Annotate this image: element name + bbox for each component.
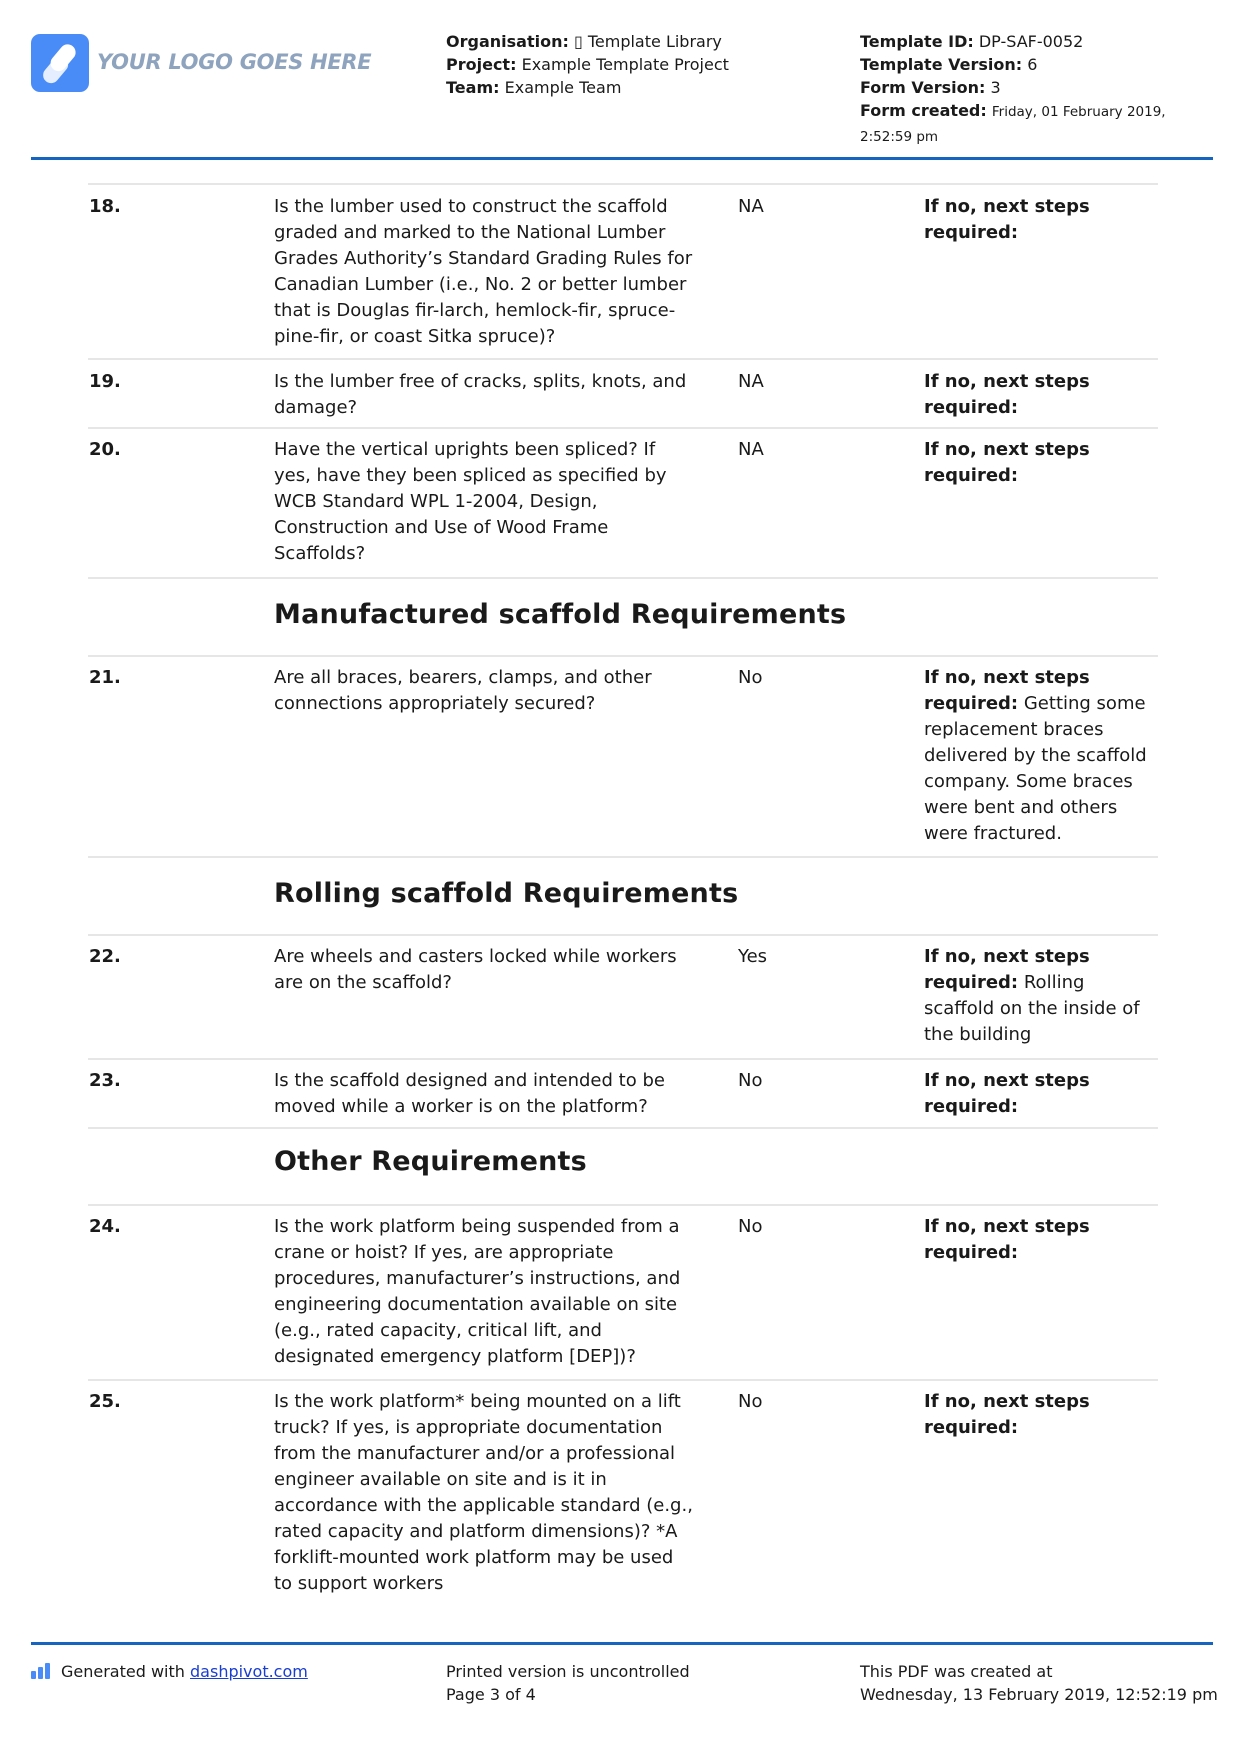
row-question: Are all braces, bearers, clamps, and other connections appropriately secured?	[274, 667, 652, 714]
table-row	[88, 183, 1158, 358]
row-question: Is the lumber free of cracks, splits, knots, and damage?	[274, 371, 687, 418]
uncontrolled-notice: Printed version is uncontrolled	[446, 1662, 690, 1681]
row-question: Is the scaffold designed and intended to be moved while a worker is on the platform?	[274, 1070, 665, 1117]
form-version-label: Form Version:	[860, 78, 986, 97]
project-label: Project:	[446, 55, 517, 74]
row-answer: Yes	[738, 946, 768, 967]
template-id-label: Template ID:	[860, 32, 974, 51]
section-heading-row	[88, 577, 1158, 655]
row-number: 18.	[89, 196, 121, 217]
row-next-steps	[924, 194, 1158, 246]
table-row	[88, 1058, 1158, 1127]
section-title: Rolling scaffold Requirements	[274, 878, 739, 909]
next-steps-label: If no, next steps required:	[924, 1391, 1090, 1438]
row-question: Are wheels and casters locked while workers are on the scaffold?	[274, 946, 677, 993]
next-steps-label: If no, next steps required:	[924, 946, 1090, 993]
row-answer: No	[738, 1070, 763, 1091]
row-answer: NA	[738, 371, 764, 392]
table-row	[88, 1204, 1158, 1379]
next-steps-label: If no, next steps required:	[924, 1070, 1090, 1117]
row-answer: NA	[738, 439, 764, 460]
created-line-1: This PDF was created at	[860, 1662, 1053, 1681]
section-title: Other Requirements	[274, 1146, 587, 1177]
page-header	[0, 0, 1239, 160]
next-steps-label: If no, next steps required:	[924, 371, 1090, 418]
team-label: Team:	[446, 78, 500, 97]
table-row	[88, 934, 1158, 1058]
section-heading-row	[88, 856, 1158, 934]
company-logo	[31, 34, 372, 94]
section-title: Manufactured scaffold Requirements	[274, 599, 847, 630]
row-next-steps	[924, 1214, 1158, 1266]
logo-text: YOUR LOGO GOES HERE	[97, 50, 372, 74]
next-steps-label: If no, next steps required:	[924, 1216, 1090, 1263]
next-steps-label: If no, next steps required:	[924, 196, 1090, 243]
page-number: Page 3 of 4	[446, 1685, 536, 1704]
next-steps-text: Rolling scaffold on the inside of the building	[924, 972, 1140, 1045]
row-next-steps	[924, 1068, 1158, 1120]
row-number: 20.	[89, 439, 121, 460]
row-question: Is the work platform* being mounted on a lift truck? If yes, is appropriate documentation from the manufacturer and/or a professional engineer available on site and is it in accordance with the applicable standard (e.g., rated capacity and platform dimensions)? *A forklift-mounted work platform may be used to support workers	[274, 1391, 693, 1594]
created-line-2: Wednesday, 13 February 2019, 12:52:19 pm	[860, 1685, 1218, 1704]
row-answer: NA	[738, 196, 764, 217]
row-next-steps	[924, 1389, 1158, 1441]
row-number: 24.	[89, 1216, 121, 1237]
checklist-table	[88, 183, 1158, 1594]
footer-divider	[31, 1642, 1213, 1645]
next-steps-label: If no, next steps required:	[924, 667, 1090, 714]
template-id-value: DP-SAF-0052	[978, 32, 1084, 51]
footer-generated	[31, 1660, 308, 1683]
generated-text: Generated with	[61, 1662, 185, 1681]
row-question: Is the lumber used to construct the scaffold graded and marked to the National Lumber Grades Authority’s Standard Grading Rules for Canadian Lumber (i.e., No. 2 or better lumber that is Douglas fir-larch, hemlock-fir, spruce-pine-fir, or coast Sitka spruce)?	[274, 196, 693, 347]
row-number: 25.	[89, 1391, 121, 1412]
row-next-steps	[924, 369, 1158, 421]
row-number: 23.	[89, 1070, 121, 1091]
row-answer: No	[738, 1216, 763, 1237]
row-next-steps	[924, 437, 1158, 489]
table-row	[88, 655, 1158, 856]
team-value: Example Team	[504, 78, 622, 97]
footer-print-info	[446, 1660, 690, 1706]
template-info	[860, 30, 1166, 149]
template-version-value: 6	[1027, 55, 1038, 74]
dashpivot-link[interactable]: dashpivot.com	[190, 1662, 308, 1681]
row-question: Have the vertical uprights been spliced? If yes, have they been spliced as specified by WCB Standard WPL 1-2004, Design, Construction and Use of Wood Frame Scaffolds?	[274, 439, 667, 564]
row-number: 21.	[89, 667, 121, 688]
organisation-label: Organisation:	[446, 32, 569, 51]
section-heading-row	[88, 1127, 1158, 1204]
organisation-info	[446, 30, 729, 99]
template-version-label: Template Version:	[860, 55, 1023, 74]
logo-icon	[31, 34, 89, 92]
row-next-steps	[924, 944, 1158, 1048]
header-divider	[31, 157, 1213, 160]
organisation-value: ▯ Template Library	[573, 32, 722, 51]
footer-created-info	[860, 1660, 1220, 1706]
next-steps-label: If no, next steps required:	[924, 439, 1090, 486]
form-created-label: Form created:	[860, 101, 987, 120]
row-answer: No	[738, 667, 763, 688]
table-row	[88, 427, 1158, 577]
table-row	[88, 1379, 1158, 1594]
bar-chart-icon	[31, 1663, 53, 1679]
row-question: Is the work platform being suspended from a crane or hoist? If yes, are appropriate procedures, manufacturer’s instructions, and engineering documentation available on site (e.g., rated capacity, critical lift, and designated emergency platform [DEP])?	[274, 1216, 681, 1367]
row-answer: No	[738, 1391, 763, 1412]
form-created-time: 2:52:59 pm	[860, 129, 939, 145]
next-steps-text: Getting some replacement braces delivered by the scaffold company. Some braces were bent and others were fractured.	[924, 693, 1147, 844]
row-number: 22.	[89, 946, 121, 967]
project-value: Example Template Project	[521, 55, 729, 74]
row-next-steps	[924, 665, 1158, 847]
row-number: 19.	[89, 371, 121, 392]
table-row	[88, 358, 1158, 427]
form-created-value: Friday, 01 February 2019,	[991, 104, 1166, 120]
form-version-value: 3	[990, 78, 1001, 97]
